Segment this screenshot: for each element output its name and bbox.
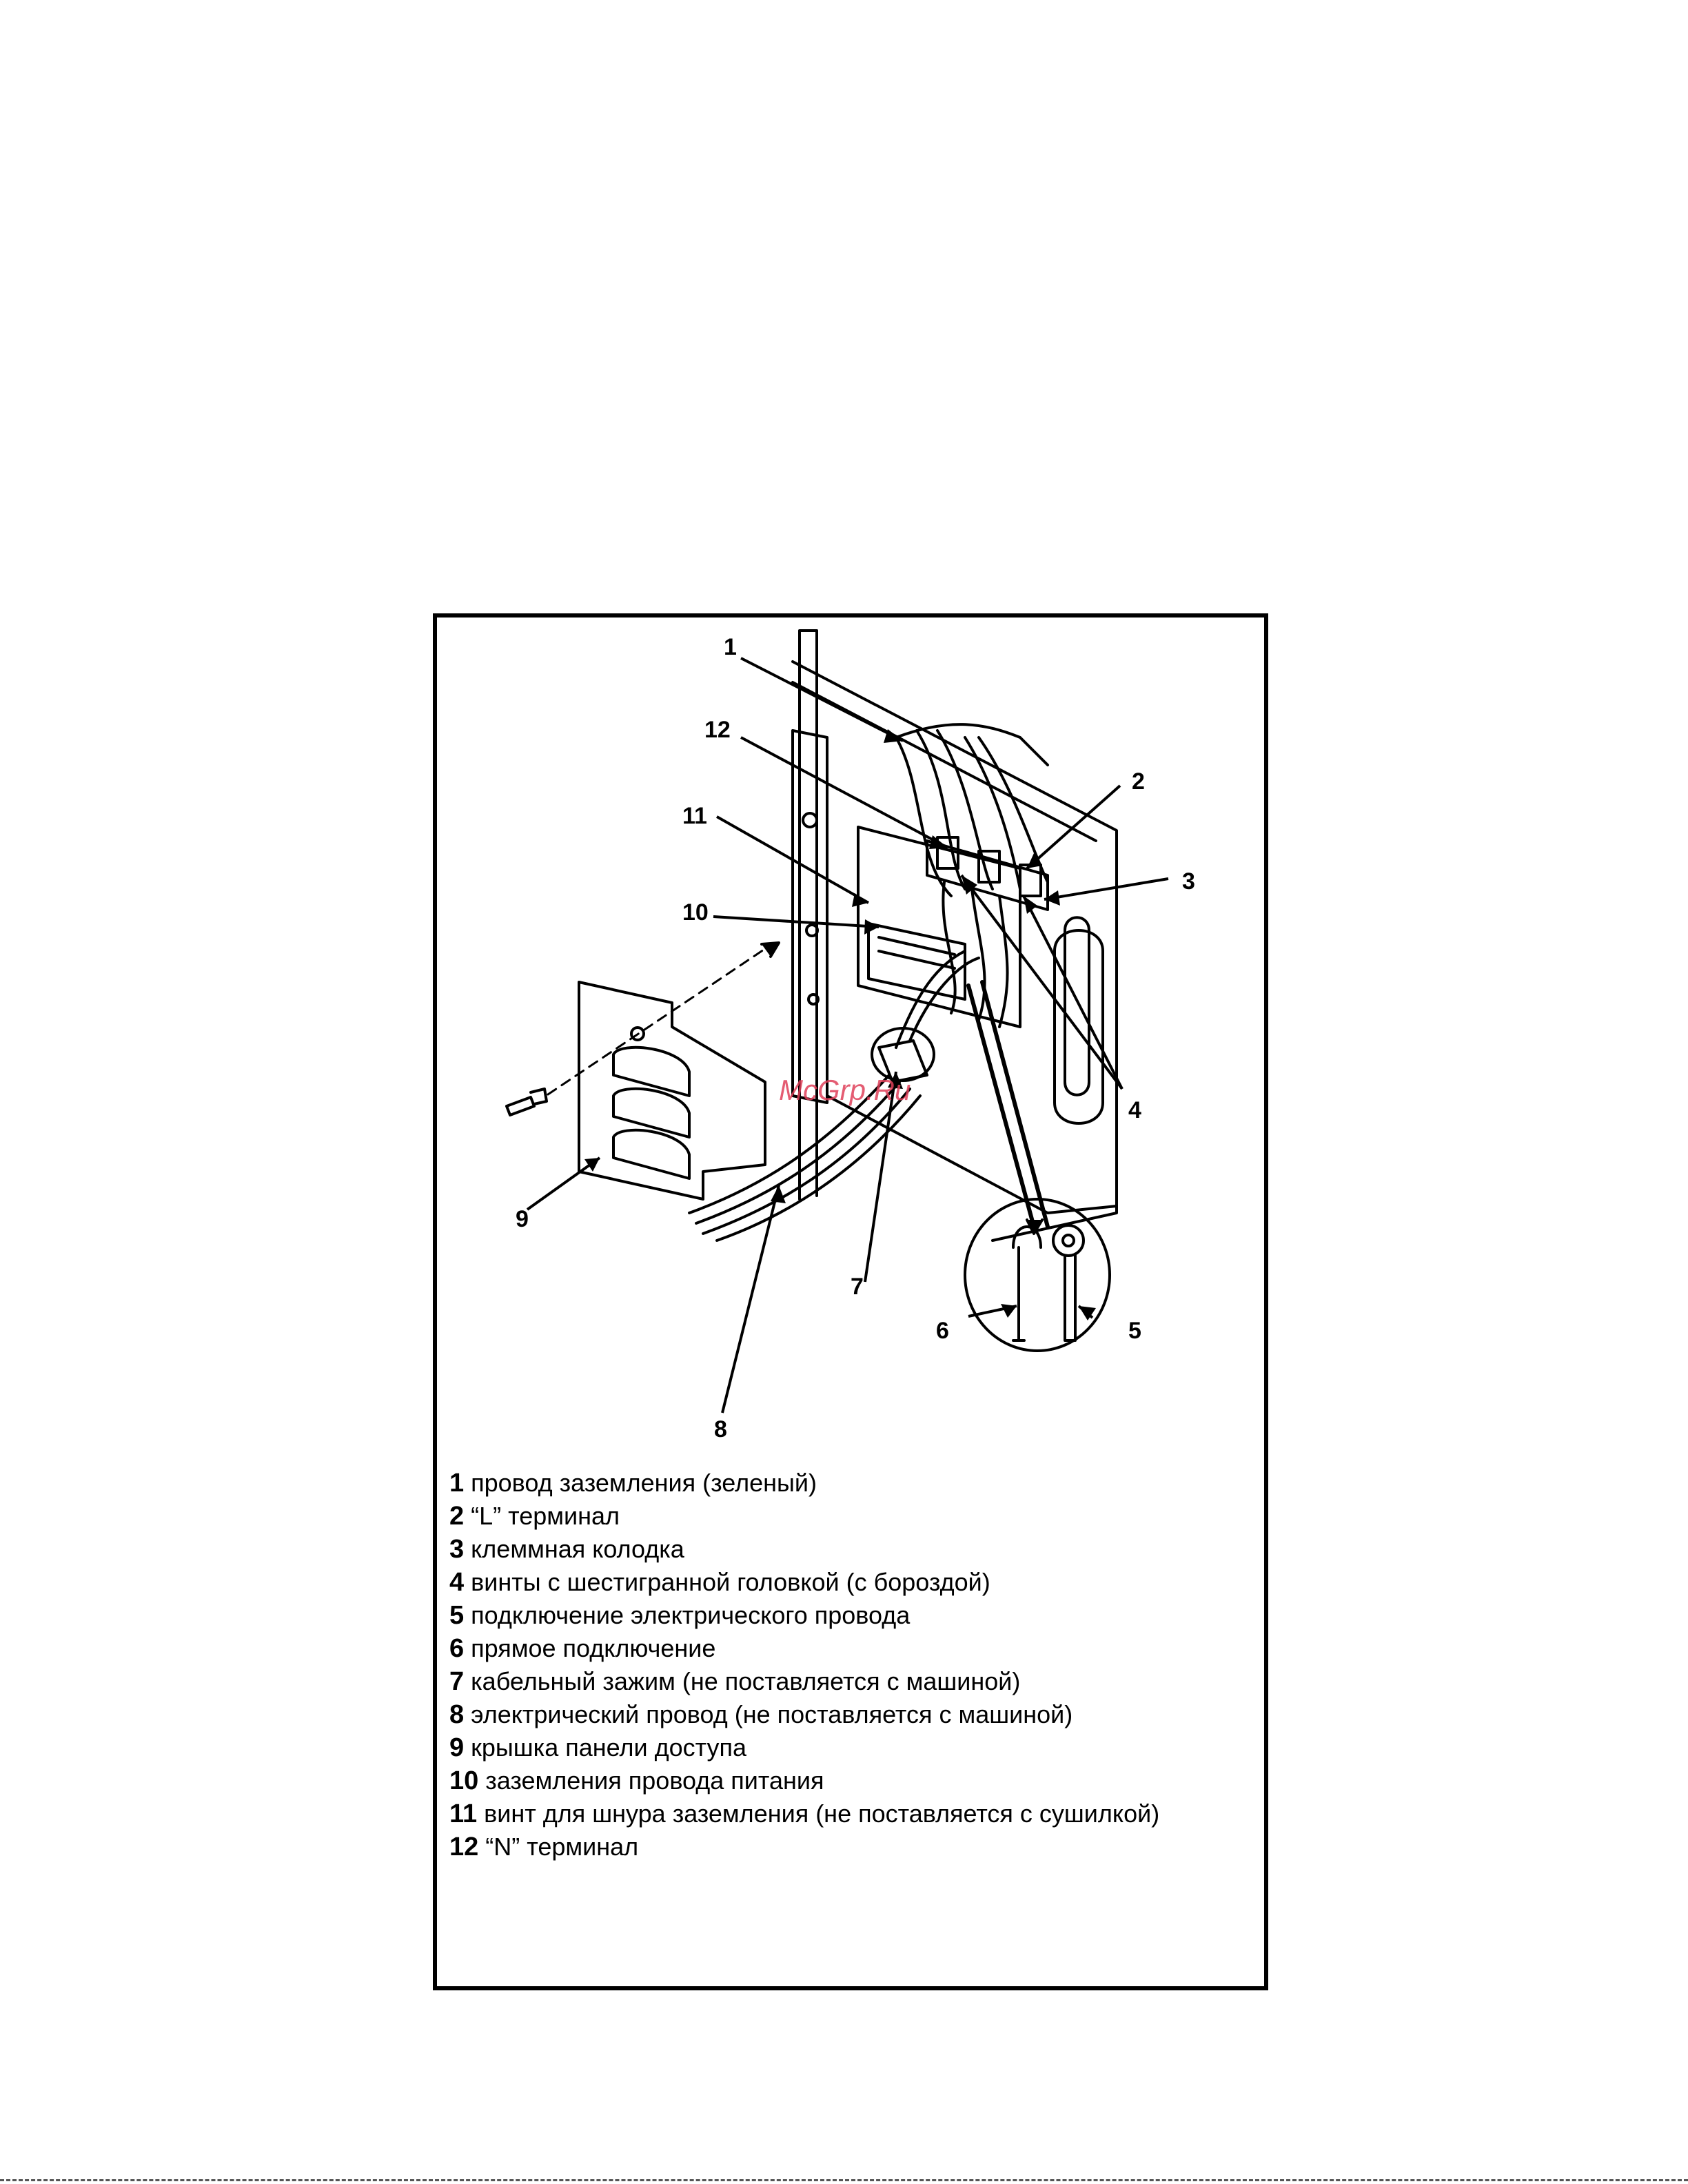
legend-item: 5 подключение электрического провода — [449, 1601, 911, 1630]
mounting-slot — [1065, 917, 1089, 1095]
page-bottom-rule — [0, 2179, 1688, 2181]
callout-11: 11 — [682, 803, 707, 829]
side-rail — [793, 731, 827, 1103]
screw — [507, 1089, 547, 1115]
appliance-frame — [793, 631, 1117, 1241]
watermark: McGrp.Ru — [779, 1074, 911, 1106]
legend-item: 2 “L” терминал — [449, 1502, 620, 1531]
callout-6: 6 — [936, 1318, 949, 1344]
legend-item: 7 кабельный зажим (не поставляется с машиной) — [449, 1667, 1021, 1696]
legend-list — [449, 1467, 1221, 1864]
legend-item: 12 “N” терминал — [449, 1833, 639, 1861]
callout-9: 9 — [516, 1206, 529, 1232]
callout-10: 10 — [682, 899, 709, 926]
legend-item: 8 электрический провод (не поставляется с машиной) — [449, 1700, 1073, 1729]
callout-1: 1 — [724, 634, 737, 660]
legend-item: 3 клеммная колодка — [449, 1535, 684, 1564]
legend-item: 1 провод заземления (зеленый) — [449, 1469, 817, 1498]
legend-item: 4 винты с шестигранной головкой (с бороздой) — [449, 1568, 990, 1597]
callout-7: 7 — [851, 1274, 864, 1300]
legend-item: 11 винт для шнура заземления (не поставляется с сушилкой) — [449, 1799, 1160, 1828]
callout-12: 12 — [704, 717, 731, 743]
callout-2: 2 — [1132, 768, 1145, 795]
legend-item: 9 крышка панели доступа — [449, 1733, 747, 1762]
callout-8: 8 — [714, 1416, 727, 1442]
callout-4: 4 — [1128, 1097, 1141, 1123]
legend-item: 10 заземления провода питания — [449, 1766, 824, 1795]
callout-5: 5 — [1128, 1318, 1141, 1344]
leader-lines — [527, 658, 1168, 1413]
callout-3: 3 — [1182, 868, 1195, 895]
legend-item: 6 прямое подключение — [449, 1634, 716, 1663]
